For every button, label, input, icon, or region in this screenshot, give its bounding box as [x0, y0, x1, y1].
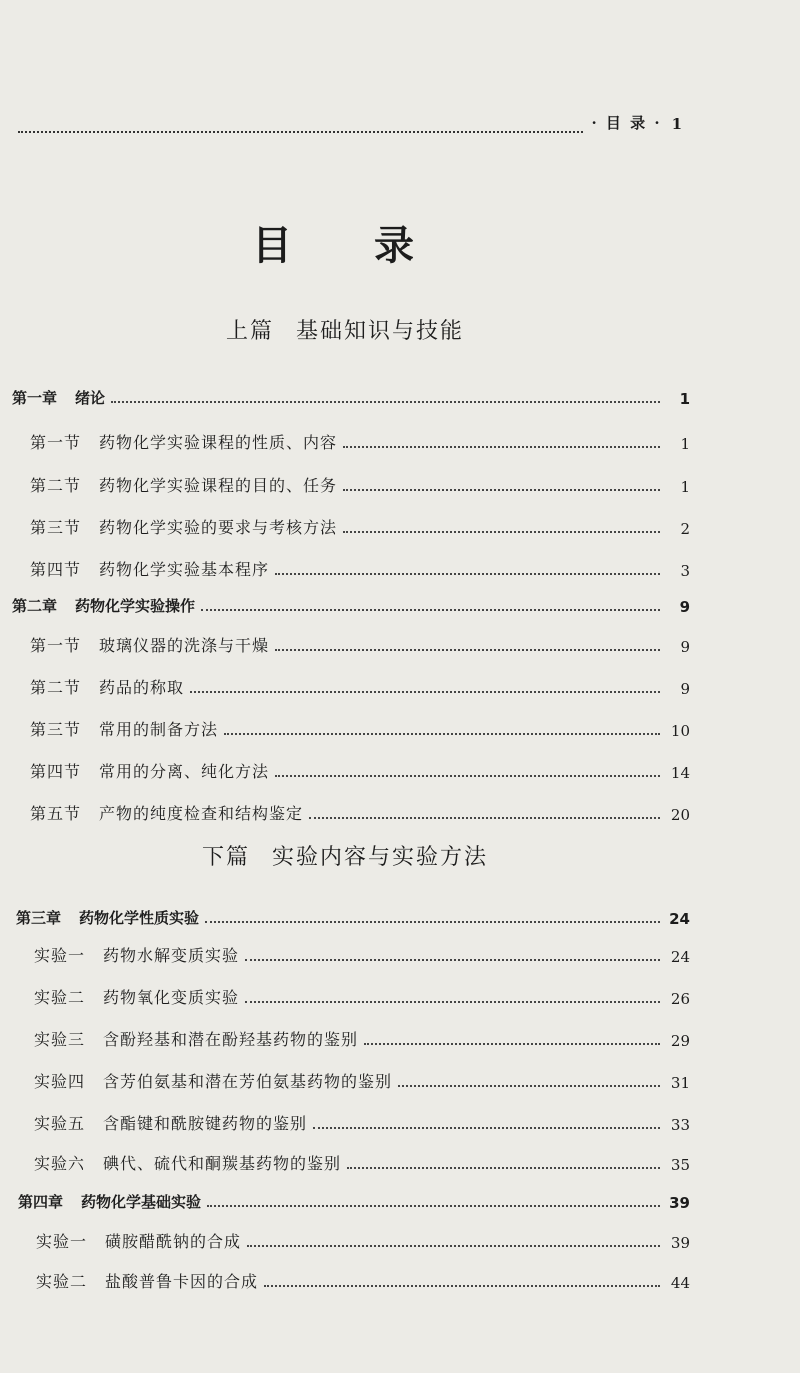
- page-title: 目 录: [252, 223, 448, 269]
- toc-title: 药物化学实验操作: [75, 597, 196, 615]
- toc-section[interactable]: [30, 470, 690, 496]
- toc-label: [30, 515, 337, 538]
- toc-chapter[interactable]: [12, 590, 690, 616]
- toc-number: 实验一: [34, 946, 86, 965]
- toc-page: 44: [670, 1274, 690, 1292]
- toc-label: [12, 595, 195, 616]
- header-leader-dots: [18, 121, 583, 133]
- toc-page: 24: [670, 948, 690, 966]
- toc-experiment[interactable]: [34, 1066, 690, 1092]
- leader-dots: [343, 446, 660, 448]
- toc-title: 含酯键和酰胺键药物的鉴别: [103, 1114, 308, 1133]
- toc-label: [34, 1027, 358, 1050]
- toc-experiment[interactable]: [34, 1148, 690, 1174]
- toc-chapter[interactable]: [16, 902, 690, 928]
- toc-title: 药物化学性质实验: [79, 909, 200, 927]
- toc-page: 33: [670, 1116, 690, 1134]
- leader-dots: [275, 649, 660, 651]
- toc-page: 26: [670, 990, 690, 1008]
- toc-section[interactable]: [30, 756, 690, 782]
- toc-page: 20: [670, 806, 690, 824]
- toc-page: 10: [670, 722, 690, 740]
- toc-title: 药物氧化变质实验: [103, 988, 240, 1007]
- toc-title: 药物化学实验基本程序: [99, 560, 270, 579]
- toc-label: [34, 985, 239, 1008]
- toc-page: 9: [680, 638, 690, 656]
- toc-title: 磺胺醋酰钠的合成: [105, 1232, 242, 1251]
- toc-title: 玻璃仪器的洗涤与干燥: [99, 636, 270, 655]
- part-name: 下篇: [201, 845, 250, 870]
- leader-dots: [207, 1205, 660, 1207]
- leader-dots: [201, 609, 660, 611]
- toc-section[interactable]: [30, 427, 690, 453]
- leader-dots: [309, 817, 660, 819]
- toc-title: 盐酸普鲁卡因的合成: [105, 1272, 259, 1291]
- part-title: 基础知识与技能: [296, 319, 465, 344]
- toc-number: 第一章: [12, 389, 58, 407]
- toc-label: [30, 717, 218, 740]
- toc-section[interactable]: [30, 672, 690, 698]
- toc-number: 第二节: [30, 476, 82, 495]
- toc-label: [30, 633, 269, 656]
- toc-label: [34, 1151, 341, 1174]
- toc-label: [34, 1111, 307, 1134]
- toc-title: 药物化学基础实验: [81, 1193, 202, 1211]
- toc-section[interactable]: [30, 630, 690, 656]
- toc-number: 第四节: [30, 560, 82, 579]
- toc-title: 含酚羟基和潜在酚羟基药物的鉴别: [103, 1030, 359, 1049]
- leader-dots: [343, 489, 660, 491]
- toc-number: 实验三: [34, 1030, 86, 1049]
- toc-experiment[interactable]: [34, 982, 690, 1008]
- toc-number: 实验六: [34, 1154, 86, 1173]
- toc-number: 第五节: [30, 804, 82, 823]
- leader-dots: [111, 401, 660, 403]
- leader-dots: [398, 1085, 660, 1087]
- toc-section[interactable]: [30, 554, 690, 580]
- toc-page: 14: [670, 764, 690, 782]
- leader-dots: [313, 1127, 660, 1129]
- toc-label: [30, 801, 303, 824]
- toc-page: 39: [670, 1234, 690, 1252]
- toc-title: 含芳伯氨基和潜在芳伯氨基药物的鉴别: [103, 1072, 393, 1091]
- leader-dots: [343, 531, 660, 533]
- leader-dots: [245, 959, 660, 961]
- leader-dots: [275, 775, 660, 777]
- toc-number: 实验二: [36, 1272, 88, 1291]
- toc-experiment[interactable]: [34, 1024, 690, 1050]
- leader-dots: [347, 1167, 660, 1169]
- toc-title: 药物化学实验课程的性质、内容: [99, 433, 338, 452]
- toc-page: 31: [670, 1074, 690, 1092]
- toc-number: 实验二: [34, 988, 86, 1007]
- toc-page: 35: [670, 1156, 690, 1174]
- toc-experiment[interactable]: [34, 940, 690, 966]
- toc-page: 9: [680, 680, 690, 698]
- toc-page: 1: [679, 390, 690, 408]
- toc-label: [30, 473, 337, 496]
- toc-page: 9: [679, 598, 690, 616]
- toc-title: 碘代、硫代和酮羰基药物的鉴别: [103, 1154, 342, 1173]
- toc-page: 1: [680, 478, 690, 496]
- toc-label: [12, 387, 105, 408]
- toc-experiment[interactable]: [36, 1226, 690, 1252]
- toc-title: 产物的纯度检查和结构鉴定: [99, 804, 304, 823]
- toc-experiment[interactable]: [36, 1266, 690, 1292]
- toc-number: 实验一: [36, 1232, 88, 1251]
- header-page-number: 1: [671, 115, 682, 133]
- leader-dots: [264, 1285, 660, 1287]
- toc-number: 第三节: [30, 720, 82, 739]
- toc-number: 第二章: [12, 597, 58, 615]
- toc-page: 3: [680, 562, 690, 580]
- toc-chapter[interactable]: [12, 382, 690, 408]
- header-label: · 目 录 ·: [591, 114, 662, 132]
- toc-page: 2: [680, 520, 690, 538]
- toc-label: [30, 557, 269, 580]
- part-title: 实验内容与实验方法: [272, 845, 489, 870]
- toc-page: 1: [680, 435, 690, 453]
- toc-title: 绪论: [75, 389, 106, 407]
- running-header: [18, 112, 682, 133]
- toc-label: [34, 943, 239, 966]
- toc-number: 第一节: [30, 636, 82, 655]
- toc-number: 第一节: [30, 433, 82, 452]
- toc-title: 药物水解变质实验: [103, 946, 240, 965]
- leader-dots: [275, 573, 660, 575]
- toc-chapter[interactable]: [18, 1186, 690, 1212]
- toc-label: [30, 675, 184, 698]
- toc-title: 常用的制备方法: [99, 720, 219, 739]
- part-heading-1: [0, 314, 690, 345]
- toc-label: [18, 1191, 201, 1212]
- leader-dots: [224, 733, 660, 735]
- toc-page: 29: [670, 1032, 690, 1050]
- toc-section[interactable]: [30, 798, 690, 824]
- toc-page: 39: [669, 1194, 690, 1212]
- leader-dots: [247, 1245, 660, 1247]
- toc-label: [34, 1069, 392, 1092]
- toc-number: 第三节: [30, 518, 82, 537]
- toc-number: 第四节: [30, 762, 82, 781]
- toc-number: 第二节: [30, 678, 82, 697]
- toc-label: [36, 1229, 241, 1252]
- toc-number: 实验四: [34, 1072, 86, 1091]
- toc-page: 24: [669, 910, 690, 928]
- leader-dots: [205, 921, 660, 923]
- part-heading-2: [0, 840, 690, 871]
- toc-section[interactable]: [30, 512, 690, 538]
- leader-dots: [364, 1043, 660, 1045]
- toc-number: 第四章: [18, 1193, 64, 1211]
- toc-label: [36, 1269, 258, 1292]
- toc-number: 实验五: [34, 1114, 86, 1133]
- leader-dots: [190, 691, 660, 693]
- toc-title: 药物化学实验课程的目的、任务: [99, 476, 338, 495]
- leader-dots: [245, 1001, 660, 1003]
- toc-title: 常用的分离、纯化方法: [99, 762, 270, 781]
- toc-label: [16, 907, 199, 928]
- toc-title: 药品的称取: [99, 678, 185, 697]
- toc-section[interactable]: [30, 714, 690, 740]
- toc-number: 第三章: [16, 909, 62, 927]
- toc-label: [30, 430, 337, 453]
- toc-experiment[interactable]: [34, 1108, 690, 1134]
- toc-title: 药物化学实验的要求与考核方法: [99, 518, 338, 537]
- toc-label: [30, 759, 269, 782]
- part-name: 上篇: [225, 319, 274, 344]
